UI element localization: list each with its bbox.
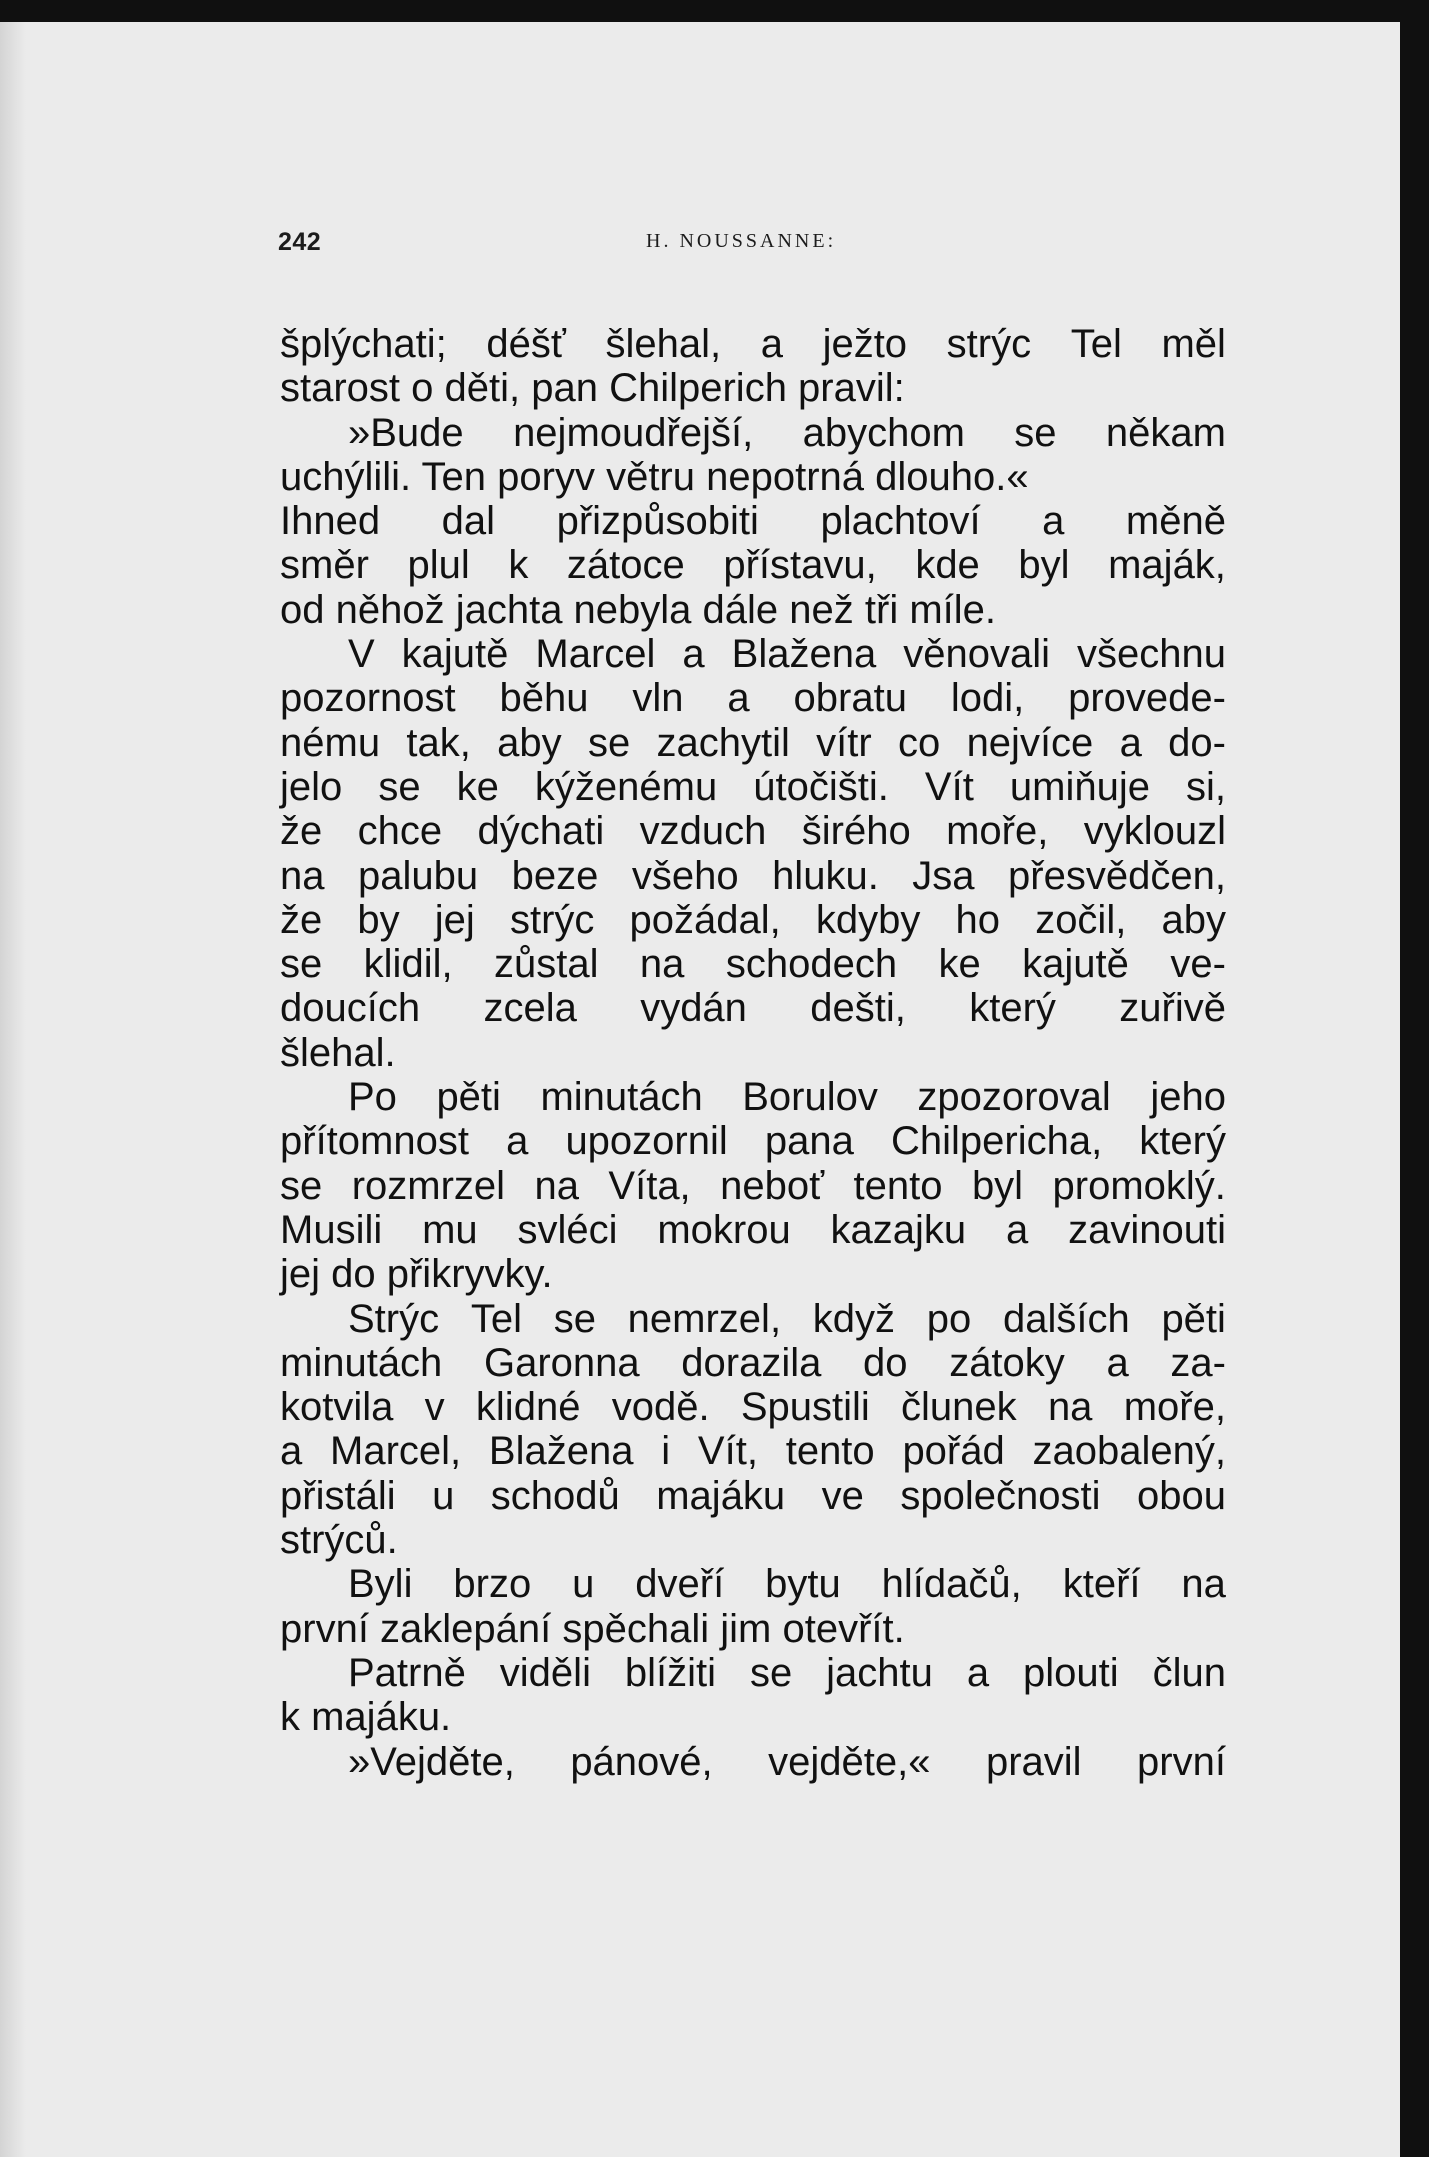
text-line: směr plul k zátoce přístavu, kde byl maják, [280, 543, 1226, 588]
text-line: od něhož jachta nebyla dále než tři míle. [280, 587, 996, 632]
text-line: »Vejděte, pánové, vejděte,« pravil první [348, 1739, 1226, 1784]
book-page [0, 22, 1400, 2157]
text-line: a Marcel, Blažena i Vít, tento pořád zaobalený, [280, 1429, 1226, 1474]
text-line: na palubu beze všeho hluku. Jsa přesvědčen, [280, 853, 1226, 898]
body-text [280, 322, 1226, 1784]
text-line: »Bude nejmoudřejší, abychom se někam [348, 410, 1226, 455]
text-line: kotvila v klidné vodě. Spustili člunek na moře, [280, 1385, 1226, 1430]
text-line: první zaklepání spěchali jim otevřít. [280, 1606, 905, 1651]
text-line: nému tak, aby se zachytil vítr co nejvíce a do- [280, 720, 1226, 765]
text-line: Ihned dal přizpůsobiti plachtoví a měně [280, 499, 1226, 544]
text-line: šplýchati; déšť šlehal, a ježto strýc Tel měl [280, 322, 1226, 366]
text-line: Byli brzo u dveří bytu hlídačů, kteří na [348, 1562, 1226, 1607]
text-line: jej do přikryvky. [280, 1252, 553, 1297]
text-line: Po pěti minutách Borulov zpozoroval jeho [348, 1075, 1226, 1120]
text-line: přítomnost a upozornil pana Chilpericha, který [280, 1119, 1226, 1164]
text-line: minutách Garonna dorazila do zátoky a za- [280, 1340, 1226, 1385]
text-line: uchýlili. Ten poryv větru nepotrná dlouho.« [280, 454, 1029, 499]
text-line: strýců. [280, 1518, 398, 1563]
text-line: že chce dýchati vzduch širého moře, vyklouzl [280, 809, 1226, 854]
text-line: Patrně viděli blížiti se jachtu a plouti člun [348, 1650, 1226, 1695]
text-line: starost o děti, pan Chilperich pravil: [280, 366, 905, 411]
text-line: šlehal. [280, 1030, 396, 1075]
text-line: se rozmrzel na Víta, neboť tento byl promoklý. [280, 1163, 1226, 1208]
running-head [278, 228, 1226, 268]
text-line: pozornost běhu vln a obratu lodi, provede- [280, 676, 1226, 721]
running-title: H. NOUSSANNE: [646, 230, 837, 252]
text-line: jelo se ke kýženému útočišti. Vít umiňuje si, [280, 764, 1226, 809]
text-line: přistáli u schodů majáku ve společnosti obou [280, 1473, 1226, 1518]
text-line: Musili mu svléci mokrou kazajku a zavinouti [280, 1207, 1226, 1252]
text-line: doucích zcela vydán dešti, který zuřivě [280, 986, 1226, 1031]
text-line: se klidil, zůstal na schodech ke kajutě ve- [280, 942, 1226, 987]
page-number: 242 [278, 228, 322, 256]
text-line: k majáku. [280, 1695, 452, 1740]
text-line: že by jej strýc požádal, kdyby ho zočil, aby [280, 897, 1226, 942]
text-line: Strýc Tel se nemrzel, když po dalších pěti [348, 1296, 1226, 1341]
text-line: V kajutě Marcel a Blažena věnovali všechnu [348, 632, 1226, 677]
